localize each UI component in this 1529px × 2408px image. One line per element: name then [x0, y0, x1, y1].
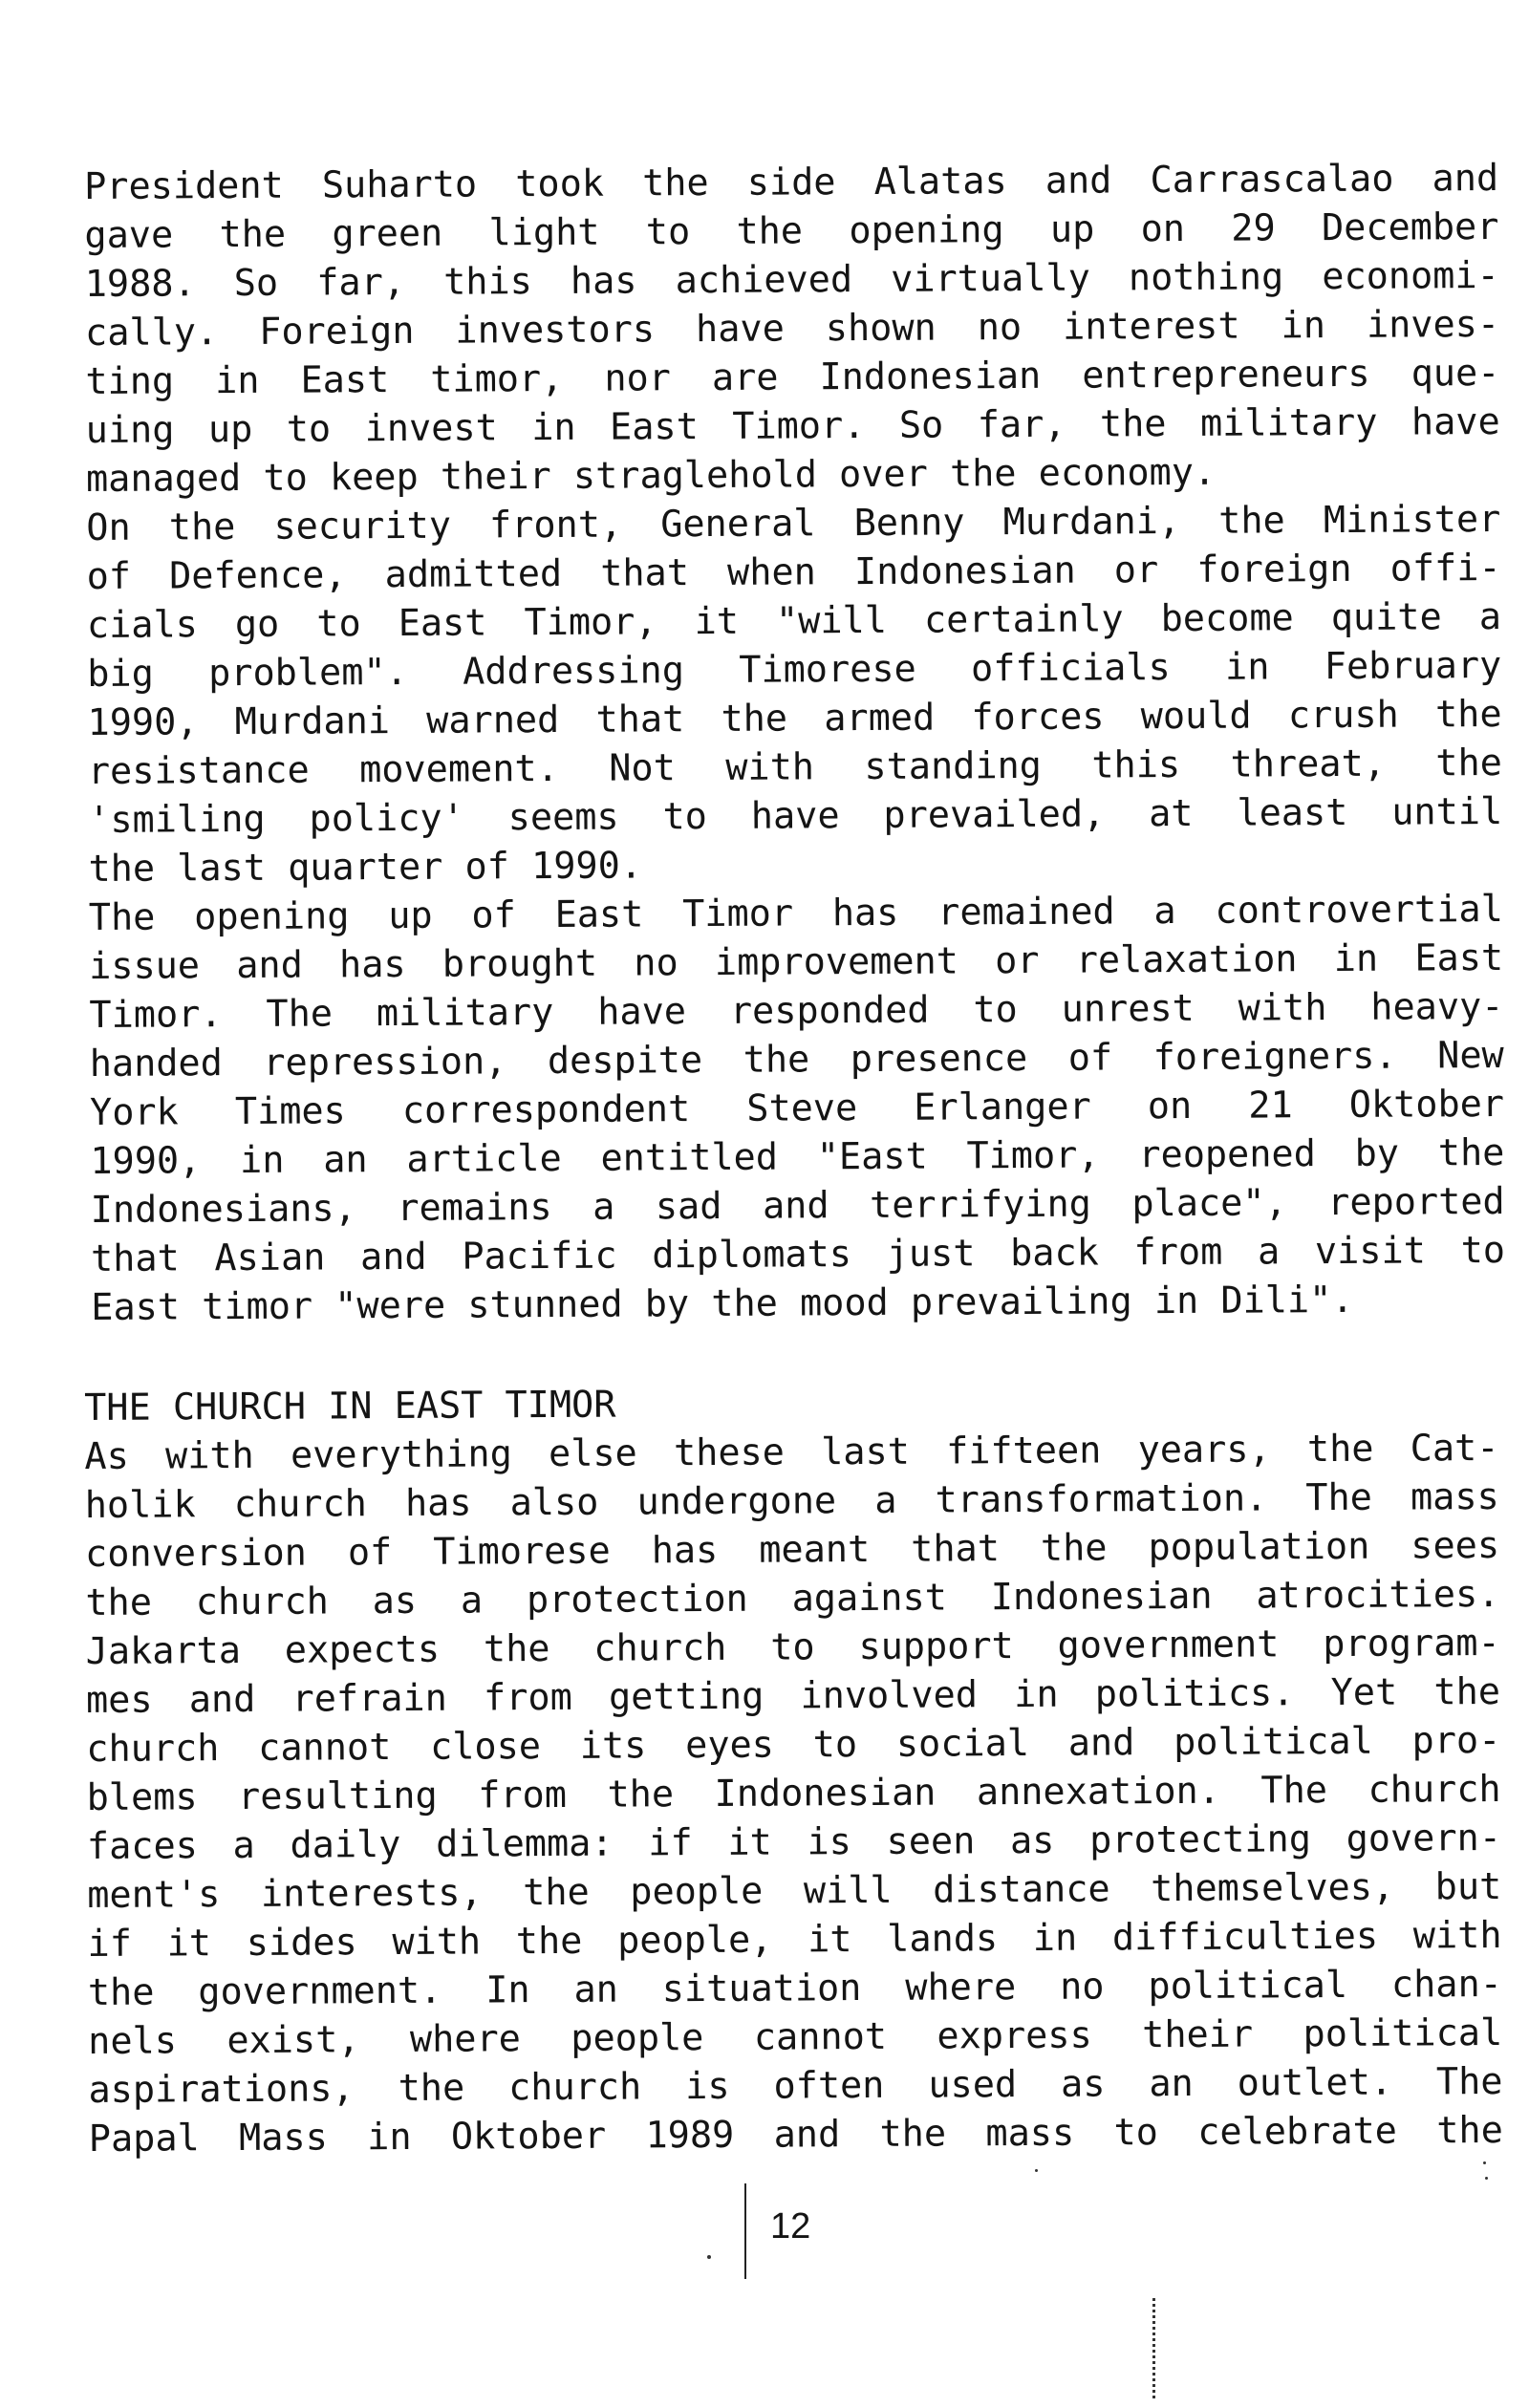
text-line: Indonesians, remains a sad and terrifying place", reported	[90, 1179, 1505, 1232]
text-line: York Times correspondent Steve Erlanger on 21 Oktober	[89, 1082, 1505, 1134]
scan-speck	[1035, 2169, 1038, 2172]
text-line: that Asian and Pacific diplomats just back from a visit to	[90, 1228, 1506, 1280]
text-line: On the security front, General Benny Murdani, the Minister	[86, 497, 1501, 549]
text-line: faces a daily dilemma: if it is seen as protecting govern-	[86, 1816, 1502, 1868]
text-line: big problem". Addressing Timorese officials in February	[87, 643, 1502, 696]
text-line: 'smiling policy' seems to have prevailed, at least until	[88, 789, 1503, 842]
text-line: 1988. So far, this has achieved virtually nothing economi-	[84, 253, 1499, 306]
page-number: 12	[770, 2206, 811, 2247]
text-line: ment's interests, the people will distance themselves, but	[87, 1864, 1502, 1917]
text-line: The opening up of East Timor has remained a controvertial	[88, 887, 1503, 939]
text-line: 1990, in an article entitled "East Timor, reopened by the	[90, 1130, 1505, 1183]
text-line: church cannot close its eyes to social and political pro-	[86, 1718, 1501, 1771]
text-line: gave the green light to the opening up on 29 December	[84, 204, 1499, 257]
text-line: issue and has brought no improvement or relaxation in East	[89, 935, 1504, 988]
text-line: Timor. The military have responded to unrest with heavy-	[89, 984, 1504, 1037]
text-line: Papal Mass in Oktober 1989 and the mass to celebrate the	[88, 2108, 1503, 2161]
text-line: uing up to invest in East Timor. So far, the military have	[85, 399, 1500, 452]
text-line: cally. Foreign investors have shown no interest in inves-	[84, 302, 1500, 355]
page-number-divider	[744, 2183, 746, 2279]
text-line: the last quarter of 1990.	[88, 844, 643, 891]
text-line: 1990, Murdani warned that the armed forces would crush the	[87, 692, 1502, 744]
text-line: of Defence, admitted that when Indonesian or foreign offi-	[86, 546, 1501, 598]
text-line: aspirations, the church is often used as an outlet. The	[88, 2059, 1503, 2112]
text-line: if it sides with the people, it lands in difficulties with	[87, 1913, 1502, 1966]
text-line: nels exist, where people cannot express their political	[88, 2010, 1503, 2063]
scan-speck	[1485, 2177, 1488, 2180]
text-line: ting in East timor, nor are Indonesian entrepreneurs que-	[85, 351, 1500, 403]
text-line: the government. In an situation where no political chan-	[87, 1962, 1503, 2014]
text-line: holik church has also undergone a transformation. The mass	[84, 1474, 1499, 1527]
text-line: managed to keep their straglehold over the economy.	[85, 450, 1217, 501]
text-line: resistance movement. Not with standing this threat, the	[87, 741, 1503, 793]
scan-speck	[707, 2255, 711, 2259]
church-section	[84, 1375, 1503, 2163]
text-line: handed repression, despite the presence of foreigners. New	[89, 1033, 1504, 1086]
text-line: conversion of Timorese has meant that the population sees	[84, 1523, 1500, 1576]
text-line: mes and refrain from getting involved in politics. Yet the	[85, 1669, 1501, 1722]
body-text	[84, 154, 1505, 1332]
text-line: As with everything else these last fifteen years, the Cat-	[84, 1426, 1499, 1478]
text-line: cials go to East Timor, it "will certainly become quite a	[86, 594, 1502, 647]
scan-speck	[1483, 2161, 1486, 2164]
section-heading: THE CHURCH IN EAST TIMOR	[84, 1383, 616, 1430]
text-line: Jakarta expects the church to support government program-	[85, 1621, 1500, 1673]
text-line: East timor "were stunned by the mood prevailing in Dili".	[91, 1278, 1354, 1329]
text-line: President Suharto took the side Alatas and Carrascalao and	[84, 156, 1499, 208]
text-line: the church as a protection against Indonesian atrocities.	[85, 1572, 1500, 1624]
scan-mark	[1152, 2298, 1161, 2398]
text-line: blems resulting from the Indonesian annexation. The church	[86, 1767, 1501, 1819]
